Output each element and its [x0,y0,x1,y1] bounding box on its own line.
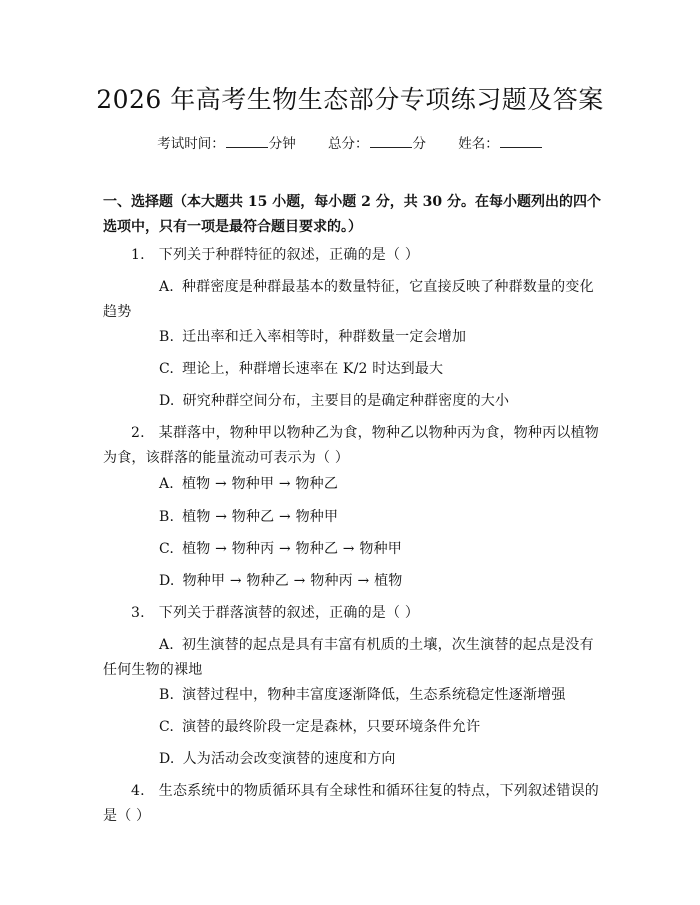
option-3d [103,747,600,772]
page-title: 2026 年高考生物生态部分专项练习题及答案 [96,85,604,114]
option-text: 种群密度是种群最基本的数量特征，它直接反映了种群数量的变化趋势 [103,279,594,320]
exam-time-field [157,136,296,152]
option-3c [103,715,600,740]
exam-info-line [0,132,700,152]
question-number: 1. [131,247,145,263]
option-2b [103,505,600,530]
option-1c [103,357,600,382]
name-field [458,136,543,152]
question-stem: 下列关于群落演替的叙述，正确的是（ ） [158,605,420,621]
time-blank [226,137,268,148]
option-1b [103,325,600,350]
option-letter: A. [159,637,174,653]
option-text: 植物 → 物种丙 → 物种乙 → 物种甲 [182,541,402,557]
option-letter: D. [159,393,175,409]
option-letter: A. [159,476,174,492]
option-text: 理论上，种群增长速率在 K/2 时达到最大 [182,361,444,377]
option-text: 人为活动会改变演替的速度和方向 [182,751,396,767]
option-text: 迁出率和迁入率相等时，种群数量一定会增加 [182,329,467,345]
option-text: 演替过程中，物种丰富度逐渐降低，生态系统稳定性逐渐增强 [182,687,566,703]
question-number: 4. [131,783,145,799]
section-heading: 一、选择题（本大题共 15 小题，每小题 2 分，共 30 分。在每小题列出的四个选项中，只有一项是最符合题目要求的。） [103,194,601,235]
score-label: 总分： [328,136,369,152]
option-3b [103,683,600,708]
option-2d [103,569,600,594]
option-letter: D. [159,751,175,767]
score-unit: 分 [412,136,426,152]
total-score-field [328,136,426,152]
option-text: 物种甲 → 物种乙 → 物种丙 → 植物 [182,573,403,589]
question-number: 3. [131,605,145,621]
question-number: 2. [131,425,145,441]
option-text: 研究种群空间分布，主要目的是确定种群密度的大小 [182,393,510,409]
option-3a [103,633,600,683]
option-letter: C. [159,361,175,377]
option-letter: B. [159,329,175,345]
option-letter: D. [159,573,175,589]
option-letter: A. [159,279,174,295]
option-text: 植物 → 物种甲 → 物种乙 [181,476,339,492]
option-2c [103,537,600,562]
option-letter: B. [159,509,175,525]
time-label: 考试时间： [157,136,225,152]
option-1d [103,389,600,414]
name-blank [500,137,542,148]
option-2a [103,472,600,497]
option-letter: C. [159,541,175,557]
time-unit: 分钟 [268,136,296,152]
question-stem: 某群落中，物种甲以物种乙为食，物种乙以物种丙为食，物种丙以植物为食，该群落的能量流动可表示为（ ） [103,425,599,466]
name-label: 姓名： [458,136,499,152]
option-text: 演替的最终阶段一定是森林，只要环境条件允许 [182,719,481,735]
option-letter: B. [159,687,175,703]
question-2 [103,421,600,471]
question-1 [103,243,600,268]
option-letter: C. [159,719,175,735]
option-1a [103,275,600,325]
option-text: 初生演替的起点是具有丰富有机质的土壤，次生演替的起点是没有任何生物的裸地 [103,637,594,678]
question-4 [103,779,600,829]
question-3 [103,601,600,626]
score-blank [370,137,412,148]
question-stem: 生态系统中的物质循环具有全球性和循环往复的特点，下列叙述错误的是（ ） [103,783,599,824]
option-text: 植物 → 物种乙 → 物种甲 [182,509,339,525]
question-stem: 下列关于种群特征的叙述，正确的是（ ） [158,247,420,263]
